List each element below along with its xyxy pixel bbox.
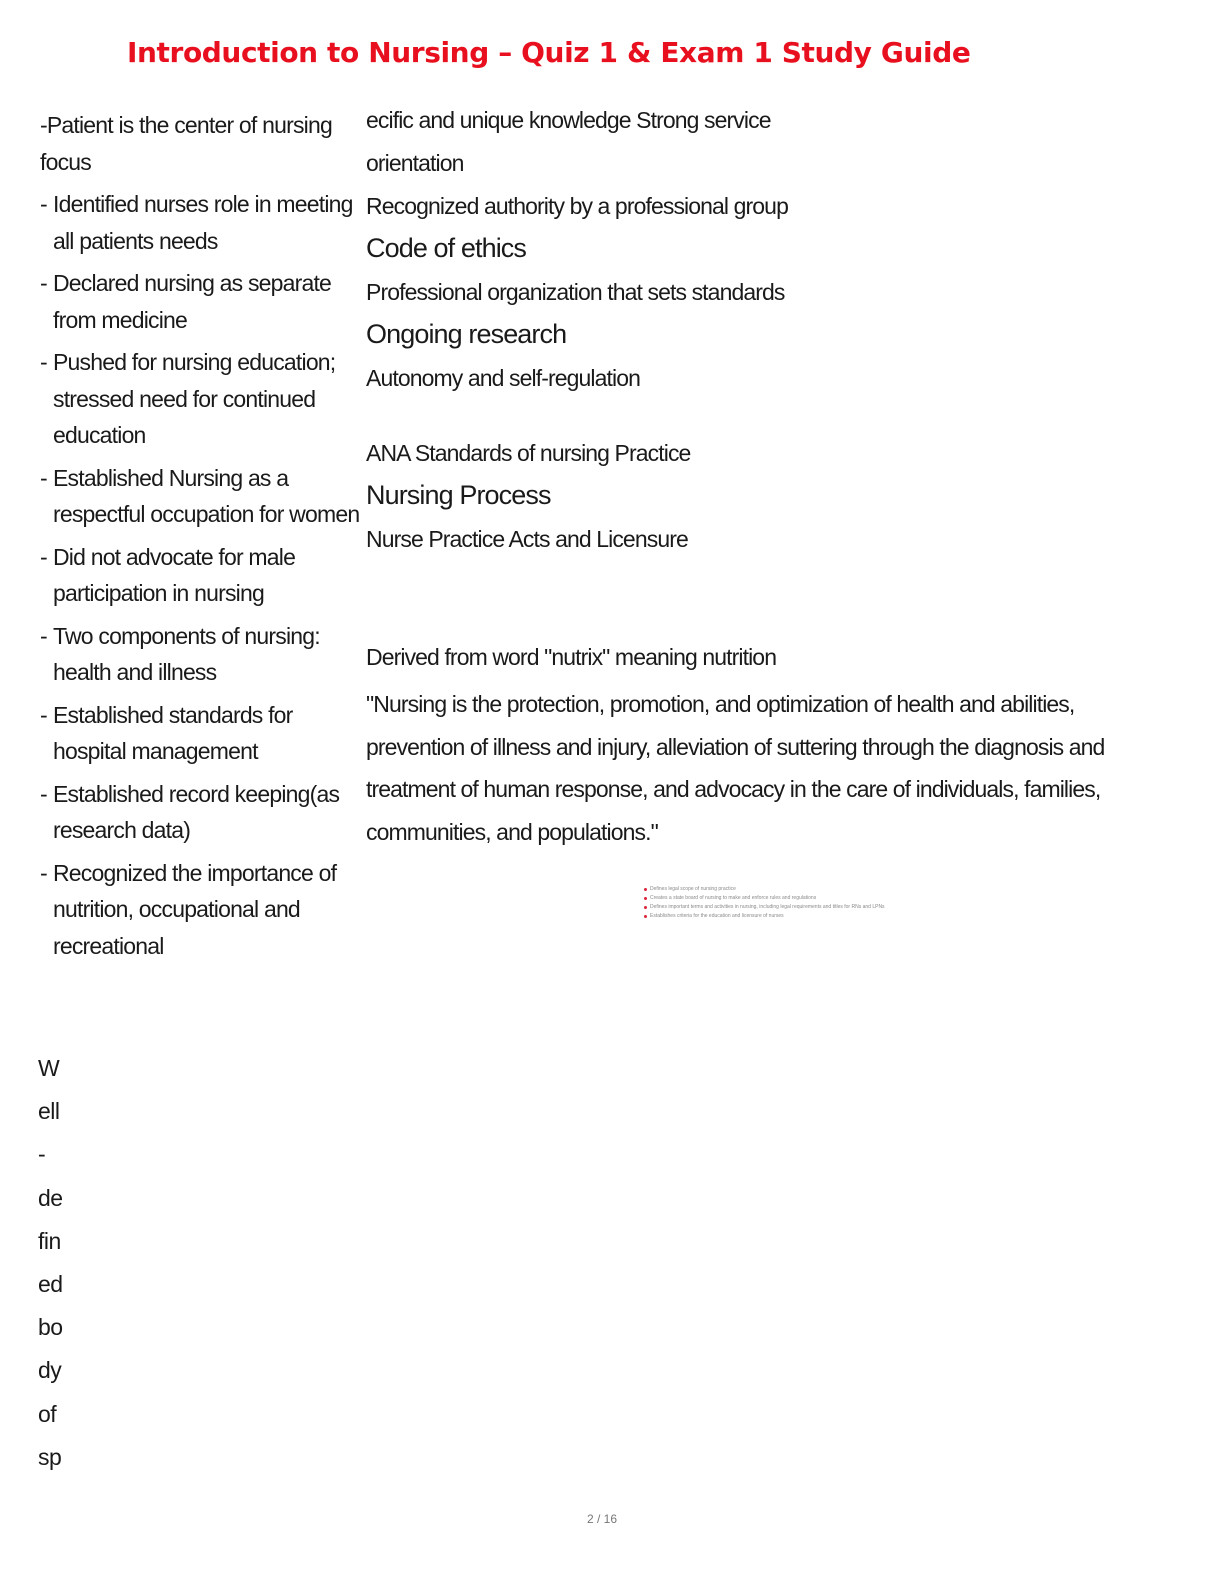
list-item: Establishes criteria for the education and licensure of nurses xyxy=(644,912,885,921)
profession-line: orientation xyxy=(366,150,464,176)
list-item-text: Established Nursing as a respectful occupation for women xyxy=(53,464,360,527)
dash-bullet: - xyxy=(40,701,47,728)
list-item xyxy=(40,855,360,965)
text-fragment: fin xyxy=(38,1227,61,1254)
list-item xyxy=(40,697,360,770)
profession-heading: Code of ethics xyxy=(366,233,526,263)
nightingale-contributions xyxy=(40,107,360,970)
dash-bullet: - xyxy=(40,349,47,375)
definition-origin: Derived from word "nutrix" meaning nutrition xyxy=(366,644,777,670)
list-item-text: Pushed for nursing education; stressed need for continued education xyxy=(53,349,336,448)
dash-bullet: - xyxy=(40,859,47,886)
nurse-practice-act-list xyxy=(644,885,885,921)
profession-line: Professional organization that sets standards xyxy=(366,279,785,305)
profession-line: Autonomy and self-regulation xyxy=(366,365,640,391)
list-item-text: Established standards for hospital management xyxy=(53,701,293,764)
list-item xyxy=(40,460,360,533)
standards-line: Nurse Practice Acts and Licensure xyxy=(366,526,688,552)
definition-quote: "Nursing is the protection, promotion, and optimization of health and abilities, prevention of illness and injury, alleviation of suttering through the diagnosis and treatment of human response, and advocacy in the care of individuals, families, communities, and populations." xyxy=(366,691,1105,845)
text-fragment: ell xyxy=(38,1098,60,1125)
list-item xyxy=(40,618,360,691)
profession-line: Recognized authority by a professional group xyxy=(366,193,788,219)
list-item-text: Did not advocate for male participation in nursing xyxy=(53,543,296,606)
dash-bullet: - xyxy=(40,270,47,296)
dash-bullet: - xyxy=(40,464,47,491)
page-indicator: 2 / 16 xyxy=(586,1512,618,1526)
contributions-list xyxy=(40,186,360,964)
list-item-text: Two components of nursing: health and illness xyxy=(53,622,320,685)
text-fragment: ed xyxy=(38,1271,63,1298)
dash-bullet: - xyxy=(40,780,47,807)
list-item-text: Established record keeping(as research data) xyxy=(53,780,340,843)
list-item: Defines legal scope of nursing practice xyxy=(644,885,885,894)
text-fragment: de xyxy=(38,1184,63,1211)
text-fragment: bo xyxy=(38,1314,63,1341)
list-item-text: Identified nurses role in meeting all patients needs xyxy=(53,191,353,254)
text-fragment: of xyxy=(38,1400,57,1427)
list-item-text: Recognized the importance of nutrition, occupational and recreational xyxy=(53,859,337,959)
dash-bullet: - xyxy=(40,622,47,649)
text-fragment: sp xyxy=(38,1443,62,1470)
list-item-text: Declared nursing as separate from medicine xyxy=(53,270,332,333)
list-item xyxy=(40,776,360,849)
list-item: Creates a state board of nursing to make and enforce rules and regulations xyxy=(644,894,885,903)
profession-heading: Ongoing research xyxy=(366,319,567,349)
list-item xyxy=(40,344,360,454)
list-item xyxy=(40,186,360,259)
standards-heading: Nursing Process xyxy=(366,480,551,510)
list-item: Defines important terms and activities in nursing, including legal requirements and titles for RNs and LPNs xyxy=(644,903,885,912)
dash-bullet: - xyxy=(40,191,47,217)
text-fragment: dy xyxy=(38,1357,62,1384)
profession-line: ecific and unique knowledge Strong service xyxy=(366,107,771,133)
list-item xyxy=(40,265,360,338)
list-item xyxy=(40,539,360,612)
intro-line: -Patient is the center of nursing focus xyxy=(40,112,332,175)
text-fragment: W xyxy=(38,1055,60,1081)
page-title: Introduction to Nursing – Quiz 1 & Exam 1 Study Guide xyxy=(127,36,971,69)
wrapped-text-fragment xyxy=(38,1047,63,1479)
text-fragment: - xyxy=(38,1141,46,1168)
dash-bullet: - xyxy=(40,543,47,570)
standards-line: ANA Standards of nursing Practice xyxy=(366,440,691,466)
